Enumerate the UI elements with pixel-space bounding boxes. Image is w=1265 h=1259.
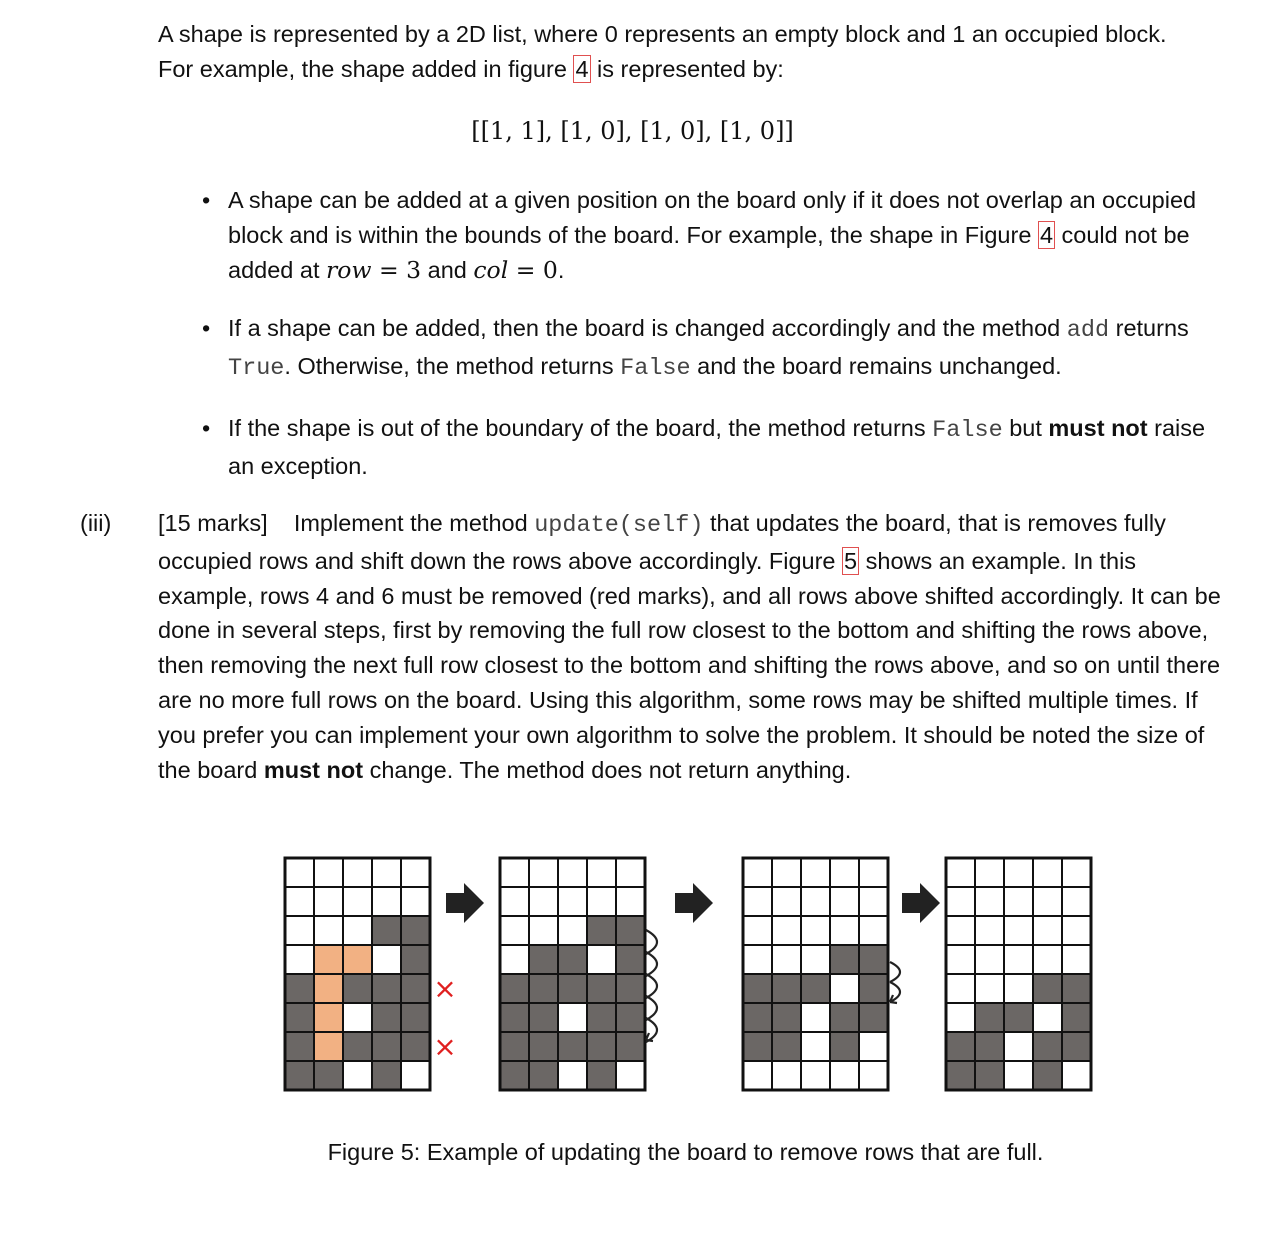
board-cell	[529, 1003, 558, 1032]
bullet-dot: •	[202, 187, 211, 213]
board-cell	[285, 1003, 314, 1032]
board-cell	[587, 1061, 616, 1090]
intro-text-end: is represented by:	[590, 55, 784, 82]
bullet-text: If a shape can be added, then the board is changed accordingly and the method	[228, 315, 1067, 342]
board-cell	[975, 1032, 1004, 1061]
board-cell	[801, 887, 830, 916]
board-cell	[372, 858, 401, 887]
board-cell	[616, 1003, 645, 1032]
board-cell	[616, 945, 645, 974]
board-cell	[1062, 1061, 1091, 1090]
board-cell	[529, 887, 558, 916]
math-eq: = 3	[371, 255, 422, 284]
board-cell	[529, 916, 558, 945]
code-update: update(self)	[534, 512, 704, 539]
board-cell	[1033, 858, 1062, 887]
board-cell	[314, 945, 343, 974]
board-cell	[558, 945, 587, 974]
board-cell	[343, 945, 372, 974]
board-cell	[946, 1061, 975, 1090]
board-cell	[285, 1032, 314, 1061]
board-cell	[743, 1003, 772, 1032]
board-cell	[1033, 1032, 1062, 1061]
board-cell	[343, 1032, 372, 1061]
arrow-icon	[675, 883, 713, 923]
board-cell	[1062, 887, 1091, 916]
board-cell	[743, 916, 772, 945]
board-cell	[587, 1032, 616, 1061]
bullet-text: . Otherwise, the method returns	[284, 353, 621, 380]
board-cell	[587, 887, 616, 916]
board-cell	[946, 1032, 975, 1061]
board-cell	[801, 916, 830, 945]
board-cell	[343, 1061, 372, 1090]
board-cell	[1033, 974, 1062, 1003]
board-cell	[285, 887, 314, 916]
board-cell	[1004, 1032, 1033, 1061]
board-cell	[372, 1032, 401, 1061]
board-cell	[529, 974, 558, 1003]
board-cell	[830, 974, 859, 1003]
board-cell	[500, 945, 529, 974]
board-cell	[946, 1003, 975, 1032]
board-cell	[401, 1061, 430, 1090]
board-cell	[343, 858, 372, 887]
board-cell	[500, 1061, 529, 1090]
board-cell	[859, 858, 888, 887]
arrow-icon	[902, 883, 940, 923]
remove-row-mark: ×	[433, 1030, 457, 1063]
board-cell	[1033, 887, 1062, 916]
board-cell	[314, 1003, 343, 1032]
figure-4-link[interactable]: 4	[1039, 221, 1054, 248]
board-cell	[1062, 858, 1091, 887]
part-text: Implement the method	[293, 510, 535, 536]
bullet-text: A shape can be added at a given position on the board only if it does not overlap an occupied block and is within the bounds of the board. For example, the shape in Figure	[228, 187, 1197, 248]
board-cell	[401, 1032, 430, 1061]
board-cell	[1004, 1003, 1033, 1032]
board-cell	[558, 916, 587, 945]
board-cell	[616, 974, 645, 1003]
board-cell	[743, 1032, 772, 1061]
board-cell	[558, 974, 587, 1003]
board-cell	[616, 1032, 645, 1061]
board-cell	[500, 916, 529, 945]
board-cell	[946, 945, 975, 974]
board-cell	[314, 858, 343, 887]
board-cell	[830, 1061, 859, 1090]
board-cell	[314, 1061, 343, 1090]
board-cell	[772, 945, 801, 974]
board-cell	[1062, 916, 1091, 945]
board-cell	[830, 945, 859, 974]
figure-4-link[interactable]: 4	[575, 55, 589, 82]
figure-5-link[interactable]: 5	[844, 547, 858, 574]
board-cell	[772, 974, 801, 1003]
board-cell	[975, 1061, 1004, 1090]
board-cell	[830, 1003, 859, 1032]
shift-arrows-icon	[890, 962, 900, 1003]
board-cell	[285, 858, 314, 887]
board-cell	[285, 1061, 314, 1090]
board-cell	[558, 1061, 587, 1090]
board-cell	[1004, 974, 1033, 1003]
board-cell	[859, 887, 888, 916]
board-cell	[743, 1061, 772, 1090]
board-cell	[372, 887, 401, 916]
board-cell	[372, 945, 401, 974]
board-cell	[401, 945, 430, 974]
board-cell	[859, 1032, 888, 1061]
bullet-text: If the shape is out of the boundary of the board, the method returns	[228, 414, 933, 441]
board-cell	[859, 916, 888, 945]
board-cell	[401, 1003, 430, 1032]
board-cell	[859, 1061, 888, 1090]
board-cell	[743, 945, 772, 974]
board-4	[946, 858, 1091, 1090]
board-cell	[1004, 1061, 1033, 1090]
board-1	[285, 858, 430, 1090]
board-cell	[1062, 1032, 1091, 1061]
bold-must-not: must not	[263, 756, 364, 783]
board-cell	[401, 916, 430, 945]
board-cell	[372, 916, 401, 945]
remove-row-mark: ×	[433, 972, 457, 1005]
code-false: False	[932, 416, 1003, 444]
board-cell	[587, 945, 616, 974]
board-cell	[772, 916, 801, 945]
bold-must-not: must not	[1048, 414, 1148, 441]
board-cell	[772, 1032, 801, 1061]
board-cell	[343, 974, 372, 1003]
board-cell	[372, 1003, 401, 1032]
figure-5-boards	[285, 858, 1091, 1090]
board-cell	[343, 887, 372, 916]
board-2	[500, 858, 645, 1090]
board-cell	[558, 887, 587, 916]
board-cell	[1004, 858, 1033, 887]
bullet-text: raise an exception.	[228, 414, 1206, 479]
arrow-icon	[446, 883, 484, 923]
bullet-text: .	[557, 256, 565, 283]
board-cell	[529, 1032, 558, 1061]
bullet-text: and	[421, 256, 474, 283]
board-cell	[975, 945, 1004, 974]
board-cell	[558, 1032, 587, 1061]
board-cell	[500, 1003, 529, 1032]
board-cell	[801, 945, 830, 974]
board-cell	[343, 916, 372, 945]
board-cell	[801, 1032, 830, 1061]
board-cell	[946, 858, 975, 887]
board-cell	[801, 858, 830, 887]
board-cell	[859, 1003, 888, 1032]
board-cell	[500, 887, 529, 916]
bullet-text: but	[1002, 414, 1049, 441]
board-cell	[975, 858, 1004, 887]
board-cell	[314, 1032, 343, 1061]
bullet-dot: •	[202, 414, 211, 441]
figure-caption: Figure 5: Example of updating the board to remove rows that are full.	[327, 1139, 1044, 1165]
board-cell	[1062, 945, 1091, 974]
board-cell	[772, 887, 801, 916]
board-cell	[616, 1061, 645, 1090]
bullet-text: returns	[1109, 315, 1189, 342]
bullet-text: could not be added at	[228, 221, 1190, 283]
board-cell	[587, 858, 616, 887]
board-cell	[285, 945, 314, 974]
board-cell	[1004, 945, 1033, 974]
board-cell	[1062, 974, 1091, 1003]
board-cell	[587, 974, 616, 1003]
board-cell	[743, 974, 772, 1003]
math-eq: = 0	[508, 255, 558, 284]
part-text: change. The method does not return anything.	[363, 756, 852, 783]
board-cell	[946, 887, 975, 916]
board-cell	[801, 1003, 830, 1032]
board-cell	[343, 1003, 372, 1032]
board-cell	[558, 858, 587, 887]
board-cell	[529, 945, 558, 974]
part-number: (iii)	[80, 510, 112, 536]
bullet-text: and the board remains unchanged.	[690, 353, 1062, 380]
board-cell	[529, 1061, 558, 1090]
board-cell	[401, 887, 430, 916]
board-cell	[1062, 1003, 1091, 1032]
board-3	[743, 858, 888, 1090]
board-cell	[314, 887, 343, 916]
board-cell	[830, 887, 859, 916]
board-cell	[830, 916, 859, 945]
board-cell	[314, 916, 343, 945]
shift-arrows-icon	[646, 930, 657, 1042]
board-cell	[500, 858, 529, 887]
board-cell	[616, 887, 645, 916]
board-cell	[772, 1003, 801, 1032]
board-cell	[285, 916, 314, 945]
board-cell	[587, 1003, 616, 1032]
board-cell	[529, 858, 558, 887]
board-cell	[1004, 887, 1033, 916]
code-add: add	[1066, 317, 1110, 345]
board-cell	[830, 1032, 859, 1061]
board-cell	[946, 974, 975, 1003]
board-cell	[743, 887, 772, 916]
board-cell	[975, 887, 1004, 916]
bullet-dot: •	[202, 315, 211, 342]
board-cell	[1004, 916, 1033, 945]
board-cell	[859, 945, 888, 974]
board-cell	[772, 858, 801, 887]
board-cell	[946, 916, 975, 945]
board-cell	[616, 858, 645, 887]
board-cell	[830, 858, 859, 887]
board-cell	[975, 1003, 1004, 1032]
part-text: that updates the board, that is removes fully occupied rows and shift down the rows above accordingly. Figure	[158, 510, 1166, 574]
board-cell	[1033, 945, 1062, 974]
part-marks: [15 marks]	[158, 510, 268, 536]
board-cell	[500, 974, 529, 1003]
board-cell	[1033, 1061, 1062, 1090]
code-true: True	[228, 355, 285, 383]
board-cell	[401, 858, 430, 887]
board-cell	[500, 1032, 529, 1061]
board-cell	[372, 1061, 401, 1090]
board-cell	[975, 974, 1004, 1003]
board-cell	[772, 1061, 801, 1090]
board-cell	[1033, 916, 1062, 945]
board-cell	[859, 974, 888, 1003]
part-text: shows an example. In this example, rows 4 and 6 must be removed (red marks), and all rows above shifted accordingly. It can be done in several steps, first by removing the full row closest to the bottom and shifting the rows above, then removing the next full row closest to the bottom and shifting the rows above, and so on until there are no more full rows on the board. Using this algorithm, some rows may be shifted multiple times. If you prefer you can implement your own algorithm to solve the problem. It should be noted the size of the board	[158, 547, 1221, 783]
board-cell	[314, 974, 343, 1003]
board-cell	[401, 974, 430, 1003]
board-cell	[975, 916, 1004, 945]
board-cell	[285, 974, 314, 1003]
board-cell	[587, 916, 616, 945]
board-cell	[372, 974, 401, 1003]
board-cell	[801, 1061, 830, 1090]
board-cell	[1033, 1003, 1062, 1032]
code-false: False	[620, 355, 691, 383]
math-var-row: row	[326, 255, 372, 284]
board-cell	[801, 974, 830, 1003]
board-cell	[743, 858, 772, 887]
math-var-col: col	[473, 255, 509, 284]
intro-line-1: A shape is represented by a 2D list, where 0 represents an empty block and 1 an occupied block.	[158, 21, 1167, 47]
intro-text: For example, the shape added in figure	[158, 55, 574, 82]
board-cell	[558, 1003, 587, 1032]
shape-formula: [[1, 1], [1, 0], [1, 0], [1, 0]]	[471, 117, 794, 145]
board-cell	[616, 916, 645, 945]
